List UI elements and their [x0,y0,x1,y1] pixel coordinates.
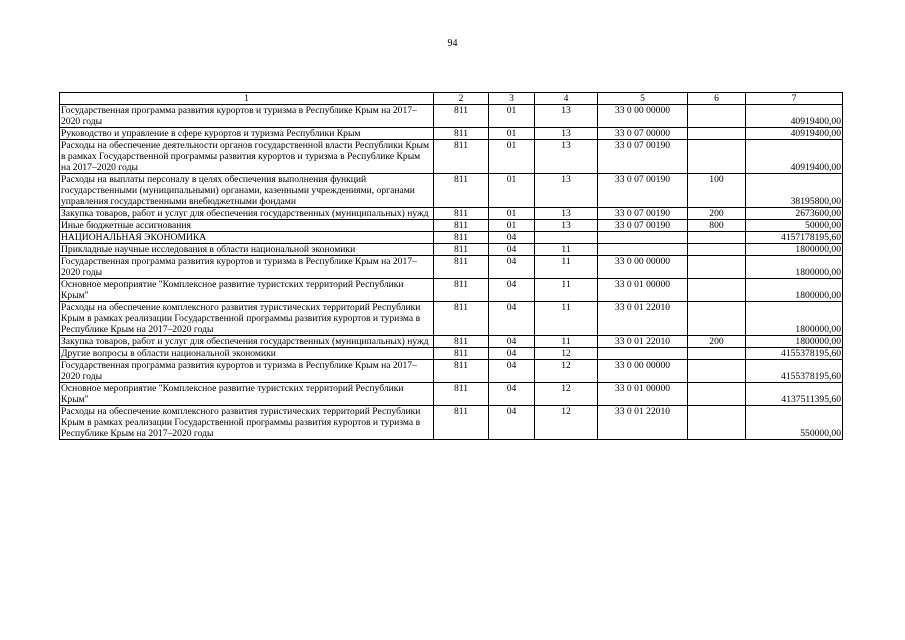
row-amount: 38195800,00 [746,174,843,208]
row-target-item-code: 33 0 01 22010 [598,302,688,336]
row-section-code: 01 [489,220,535,232]
page-number: 94 [447,38,458,49]
row-subsection-code: 13 [535,220,598,232]
column-header-amount: 7 [746,93,843,105]
table-row [60,348,843,360]
row-amount: 4157178195,60 [746,232,843,244]
row-expense-type-code [688,302,746,336]
row-expense-type-code: 200 [688,336,746,348]
row-amount: 4155378195,60 [746,360,843,383]
row-amount: 1800000,00 [746,279,843,302]
row-section-code: 04 [489,348,535,360]
row-target-item-code [598,244,688,256]
row-department-code: 811 [434,232,489,244]
row-subsection-code: 12 [535,406,598,440]
row-target-item-code: 33 0 00 00000 [598,360,688,383]
row-target-item-code [598,232,688,244]
row-subsection-code: 11 [535,244,598,256]
row-department-code: 811 [434,128,489,140]
table-row [60,360,843,383]
row-target-item-code: 33 0 07 00190 [598,174,688,208]
row-subsection-code: 11 [535,279,598,302]
row-department-code: 811 [434,208,489,220]
row-name-cell: Государственная программа развития курортов и туризма в Республике Крым на 2017–2020 годы [60,105,434,128]
row-section-code: 04 [489,256,535,279]
table-row [60,406,843,440]
row-department-code: 811 [434,302,489,336]
row-name-cell: Государственная программа развития курортов и туризма в Республике Крым на 2017–2020 годы [60,360,434,383]
column-header-section: 3 [489,93,535,105]
row-section-code: 01 [489,140,535,174]
row-amount: 1800000,00 [746,336,843,348]
row-department-code: 811 [434,174,489,208]
row-target-item-code: 33 0 07 00190 [598,140,688,174]
row-department-code: 811 [434,244,489,256]
table-row [60,105,843,128]
row-department-code: 811 [434,279,489,302]
row-subsection-code: 13 [535,140,598,174]
table-row [60,336,843,348]
table-row [60,220,843,232]
table-row [60,383,843,406]
row-section-code: 01 [489,128,535,140]
budget-table [59,92,843,440]
table-row [60,244,843,256]
row-name-cell: Расходы на выплаты персоналу в целях обеспечения выполнения функций государственными (муниципальными) органами, казенными учреждениями, органами управления государственными внебюджетными фондами [60,174,434,208]
row-section-code: 04 [489,279,535,302]
row-subsection-code: 13 [535,128,598,140]
row-section-code: 04 [489,406,535,440]
row-subsection-code: 13 [535,208,598,220]
row-amount: 1800000,00 [746,244,843,256]
row-subsection-code: 13 [535,105,598,128]
row-amount: 550000,00 [746,406,843,440]
column-header-name: 1 [60,93,434,105]
column-header-subsection: 4 [535,93,598,105]
row-department-code: 811 [434,383,489,406]
row-name-cell: Закупка товаров, работ и услуг для обеспечения государственных (муниципальных) нужд [60,208,434,220]
table-row [60,140,843,174]
row-department-code: 811 [434,140,489,174]
row-subsection-code: 12 [535,348,598,360]
row-section-code: 04 [489,302,535,336]
row-expense-type-code [688,279,746,302]
row-expense-type-code [688,244,746,256]
row-target-item-code: 33 0 01 00000 [598,383,688,406]
column-header-expense-type: 6 [688,93,746,105]
row-expense-type-code [688,140,746,174]
row-name-cell: Основное мероприятие "Комплексное развитие туристских территорий Республики Крым" [60,279,434,302]
row-target-item-code: 33 0 01 22010 [598,406,688,440]
row-target-item-code: 33 0 07 00190 [598,208,688,220]
row-expense-type-code [688,348,746,360]
row-name-cell: Прикладные научные исследования в области национальной экономики [60,244,434,256]
column-header-target-item: 5 [598,93,688,105]
row-department-code: 811 [434,406,489,440]
row-target-item-code: 33 0 00 00000 [598,256,688,279]
table-row [60,208,843,220]
row-subsection-code: 12 [535,383,598,406]
row-section-code: 04 [489,244,535,256]
table-row [60,279,843,302]
row-name-cell: Руководство и управление в сфере курортов и туризма Республики Крым [60,128,434,140]
row-section-code: 04 [489,336,535,348]
row-expense-type-code [688,383,746,406]
row-amount: 50000,00 [746,220,843,232]
row-amount: 1800000,00 [746,302,843,336]
row-amount: 40919400,00 [746,128,843,140]
row-expense-type-code [688,256,746,279]
row-department-code: 811 [434,220,489,232]
row-target-item-code: 33 0 07 00190 [598,220,688,232]
table-row [60,256,843,279]
row-target-item-code: 33 0 01 22010 [598,336,688,348]
row-department-code: 811 [434,360,489,383]
row-expense-type-code: 100 [688,174,746,208]
row-subsection-code [535,232,598,244]
row-section-code: 04 [489,360,535,383]
row-amount: 4137511395,60 [746,383,843,406]
row-subsection-code: 11 [535,336,598,348]
row-department-code: 811 [434,256,489,279]
table-header-row [60,93,843,105]
row-subsection-code: 11 [535,256,598,279]
row-name-cell: Расходы на обеспечение комплексного развития туристических территорий Республики Крым в рамках реализации Государственной программы развития курортов и туризма в Республике Крым на 2017–2020 годы [60,406,434,440]
row-amount: 4155378195,60 [746,348,843,360]
row-amount: 40919400,00 [746,140,843,174]
row-target-item-code: 33 0 01 00000 [598,279,688,302]
row-name-cell: Расходы на обеспечение комплексного развития туристических территорий Республики Крым в рамках реализации Государственной программы развития курортов и туризма в Республике Крым на 2017–2020 годы [60,302,434,336]
row-amount: 2673600,00 [746,208,843,220]
row-expense-type-code [688,406,746,440]
row-name-cell: Другие вопросы в области национальной экономики [60,348,434,360]
row-expense-type-code: 200 [688,208,746,220]
row-expense-type-code [688,360,746,383]
row-name-cell: Государственная программа развития курортов и туризма в Республике Крым на 2017–2020 годы [60,256,434,279]
table-row [60,128,843,140]
table-row [60,302,843,336]
row-department-code: 811 [434,105,489,128]
row-name-cell: Иные бюджетные ассигнования [60,220,434,232]
row-target-item-code: 33 0 00 00000 [598,105,688,128]
row-subsection-code: 12 [535,360,598,383]
row-section-code: 01 [489,174,535,208]
row-amount: 1800000,00 [746,256,843,279]
row-subsection-code: 11 [535,302,598,336]
row-section-code: 04 [489,232,535,244]
column-header-department: 2 [434,93,489,105]
row-target-item-code [598,348,688,360]
table-row [60,174,843,208]
table-row [60,232,843,244]
row-expense-type-code [688,128,746,140]
row-department-code: 811 [434,336,489,348]
row-name-cell: НАЦИОНАЛЬНАЯ ЭКОНОМИКА [60,232,434,244]
row-amount: 40919400,00 [746,105,843,128]
row-expense-type-code: 800 [688,220,746,232]
row-department-code: 811 [434,348,489,360]
row-section-code: 01 [489,208,535,220]
row-expense-type-code [688,232,746,244]
row-expense-type-code [688,105,746,128]
row-name-cell: Основное мероприятие "Комплексное развитие туристских территорий Республики Крым" [60,383,434,406]
row-subsection-code: 13 [535,174,598,208]
row-name-cell: Закупка товаров, работ и услуг для обеспечения государственных (муниципальных) нужд [60,336,434,348]
row-target-item-code: 33 0 07 00000 [598,128,688,140]
row-name-cell: Расходы на обеспечение деятельности органов государственной власти Республики Крым в рамках Государственной программы развития курортов и туризма в Республике Крым на 2017–2020 годы [60,140,434,174]
row-section-code: 04 [489,383,535,406]
row-section-code: 01 [489,105,535,128]
